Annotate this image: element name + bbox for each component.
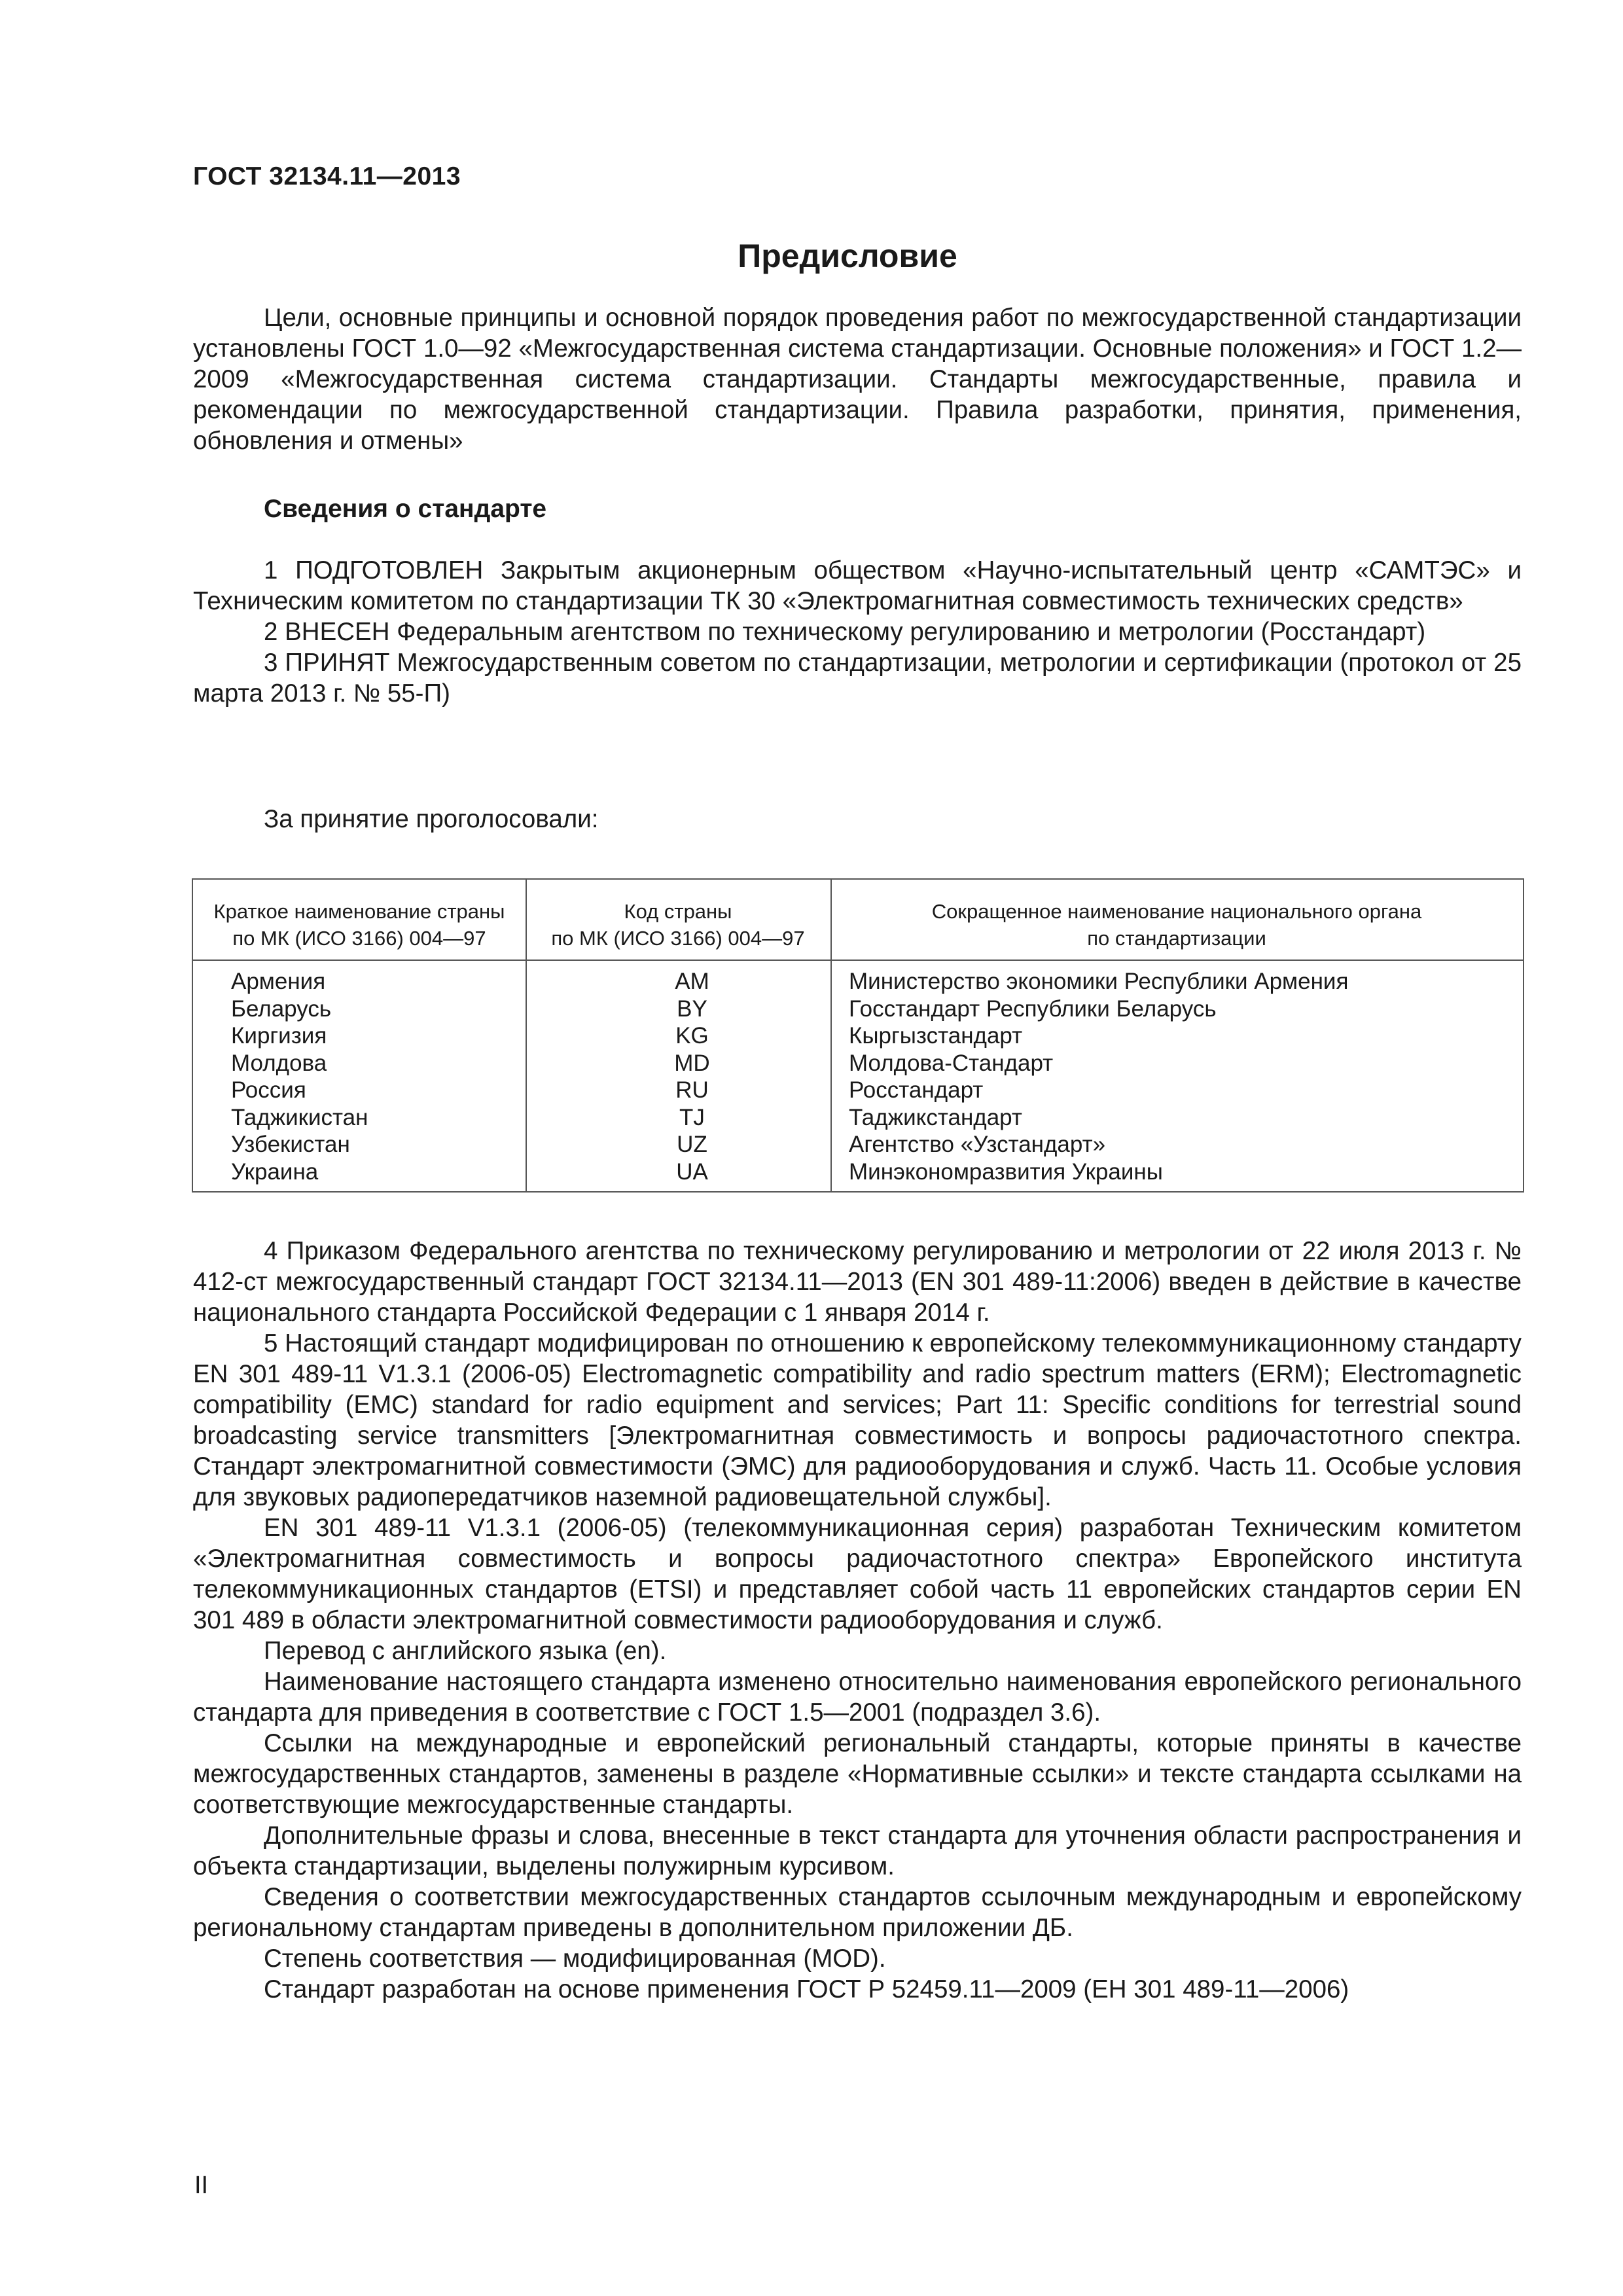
code-column <box>520 968 864 1185</box>
item-1-paragraph: 1 ПОДГОТОВЛЕН Закрытым акционерным обществом «Научно-испытательный центр «САМТЭС» и Техническим комитетом по стандартизации ТК 30 «Электромагнитная совместимость технических средств» <box>193 556 1522 615</box>
table-cell-code: TJ <box>679 1104 705 1130</box>
paragraph-10: Дополнительные фразы и слова, внесенные в текст стандарта для уточнения области распространения и объекта стандартизации, выделены полужирным курсивом. <box>193 1821 1522 1880</box>
header-text: Сокращенное наименование национального органа <box>931 900 1422 923</box>
table-cell-body: Кыргызстандарт <box>849 1023 1023 1049</box>
paragraph-8: Наименование настоящего стандарта изменено относительно наименования европейского регионального стандарта для приведения в соответствие с ГОСТ 1.5—2001 (подраздел 3.6). <box>193 1668 1522 1727</box>
table-cell-body: Минэкономразвития Украины <box>849 1158 1163 1185</box>
intro-block <box>193 302 1522 456</box>
paragraph-9: Ссылки на международные и европейский региональный стандарты, которые приняты в качестве межгосударственных стандартов, заменены в разделе «Нормативные ссылки» и тексте стандарта ссылками на соответствующие межгосударственные стандарты. <box>193 1729 1522 1819</box>
table-header-code <box>526 898 830 952</box>
table-cell-country: Украина <box>231 1158 319 1185</box>
table-cell-body: Молдова-Стандарт <box>849 1050 1054 1076</box>
voted-label: За принятие проголосовали: <box>264 805 599 833</box>
table-cell-country: Узбекистан <box>231 1132 350 1157</box>
table-cell-code: AM <box>675 969 709 994</box>
page-number: II <box>194 2172 209 2199</box>
table-header-body <box>830 898 1523 952</box>
table-cell-country: Таджикистан <box>231 1104 368 1130</box>
table-cell-country: Киргизия <box>231 1023 327 1049</box>
intro-paragraph: Цели, основные принципы и основной порядок проведения работ по межгосударственной стандартизации установлены ГОСТ 1.0—92 «Межгосударственная система стандартизации. Основные положения» и ГОСТ 1.2—2009 «Межгосударственная система стандартизации. Стандарты межгосударственные, правила и рекомендации по межгосударственной стандартизации. Правила разработки, принятия, применения, обновления и отмены» <box>193 304 1522 455</box>
table-cell-code: UA <box>676 1158 708 1185</box>
table-cell-body: Агентство «Узстандарт» <box>849 1132 1106 1157</box>
paragraph-13: Стандарт разработан на основе применения ГОСТ Р 52459.11—2009 (ЕН 301 489-11—2006) <box>264 1975 1349 2003</box>
table-cell-body: Таджикстандарт <box>849 1104 1022 1130</box>
table-cell-code: KG <box>675 1023 709 1049</box>
table-cell-body: Министерство экономики Республики Армения <box>849 969 1349 994</box>
body-column <box>849 968 1348 1185</box>
paragraph-12: Степень соответствия — модифицированная (MOD). <box>264 1945 886 1973</box>
paragraph-11: Сведения о соответствии межгосударственных стандартов ссылочным международным и европейскому региональному стандартам приведены в дополнительном приложении ДБ. <box>193 1883 1522 1942</box>
item-2-paragraph: 2 ВНЕСЕН Федеральным агентством по техническому регулированию и метрологии (Росстандарт) <box>264 618 1426 646</box>
table-cell-body: Госстандарт Республики Беларусь <box>849 996 1217 1022</box>
table-cell-country: Армения <box>231 969 326 994</box>
body-text-block <box>193 1236 1522 2005</box>
table-cell-code: RU <box>675 1077 709 1103</box>
table-cell-code: UZ <box>677 1132 707 1157</box>
paragraph-6: EN 301 489-11 V1.3.1 (2006-05) (телекоммуникационная серия) разработан Техническим комитетом «Электромагнитная совместимость и вопросы радиочастотного спектра» Европейского института телекоммуникационных стандартов (ETSI) и представляет собой часть 11 европейских стандартов серии EN 301 489 в области электромагнитной совместимости радиооборудования и служб. <box>193 1514 1522 1634</box>
header-text: по МК (ИСО 3166) 004—97 <box>551 927 805 950</box>
country-column <box>231 968 368 1185</box>
item-3-paragraph: 3 ПРИНЯТ Межгосударственным советом по стандартизации, метрологии и сертификации (протокол от 25 марта 2013 г. № 55-П) <box>193 649 1522 708</box>
table-header-country <box>193 898 526 952</box>
header-text: по стандартизации <box>1087 927 1266 950</box>
section-subheading: Сведения о стандарте <box>264 495 547 523</box>
page-title: Предисловие <box>738 238 957 274</box>
standard-info-block <box>193 555 1522 709</box>
paragraph-5: 5 Настоящий стандарт модифицирован по отношению к европейскому телекоммуникационному стандарту EN 301 489-11 V1.3.1 (2006-05) Electromagnetic compatibility and radio spectrum matters (ERM); Electromagnetic compatibility (EMC) standard for radio equipment and services; Part 11: Specific conditions for terrestrial sound broadcasting service transmitters [Электромагнитная совместимость и вопросы радиочастотного спектра. Стандарт электромагнитной совместимости (ЭМС) для радиооборудования и служб. Часть 11. Особые условия для звуковых радиопередатчиков наземной радиовещательной службы]. <box>193 1329 1522 1511</box>
countries-table <box>192 878 1524 1193</box>
table-cell-country: Беларусь <box>231 996 332 1022</box>
header-text: Краткое наименование страны <box>213 900 505 923</box>
table-cell-code: BY <box>677 996 707 1022</box>
table-cell-code: MD <box>674 1050 710 1076</box>
paragraph-7: Перевод с английского языка (en). <box>264 1637 667 1665</box>
standard-id-header: ГОСТ 32134.11—2013 <box>193 162 461 190</box>
header-text: Код страны <box>624 900 732 923</box>
table-cell-country: Молдова <box>231 1050 327 1076</box>
table-cell-body: Росстандарт <box>849 1077 984 1103</box>
table-header-divider <box>193 960 1523 961</box>
header-text: по МК (ИСО 3166) 004—97 <box>232 927 486 950</box>
table-cell-country: Россия <box>231 1077 306 1103</box>
paragraph-4: 4 Приказом Федерального агентства по техническому регулированию и метрологии от 22 июля 2013 г. № 412-ст межгосударственный стандарт ГОСТ 32134.11—2013 (EN 301 489-11:2006) введен в действие в качестве национального стандарта Российской Федерации с 1 января 2014 г. <box>193 1237 1522 1327</box>
